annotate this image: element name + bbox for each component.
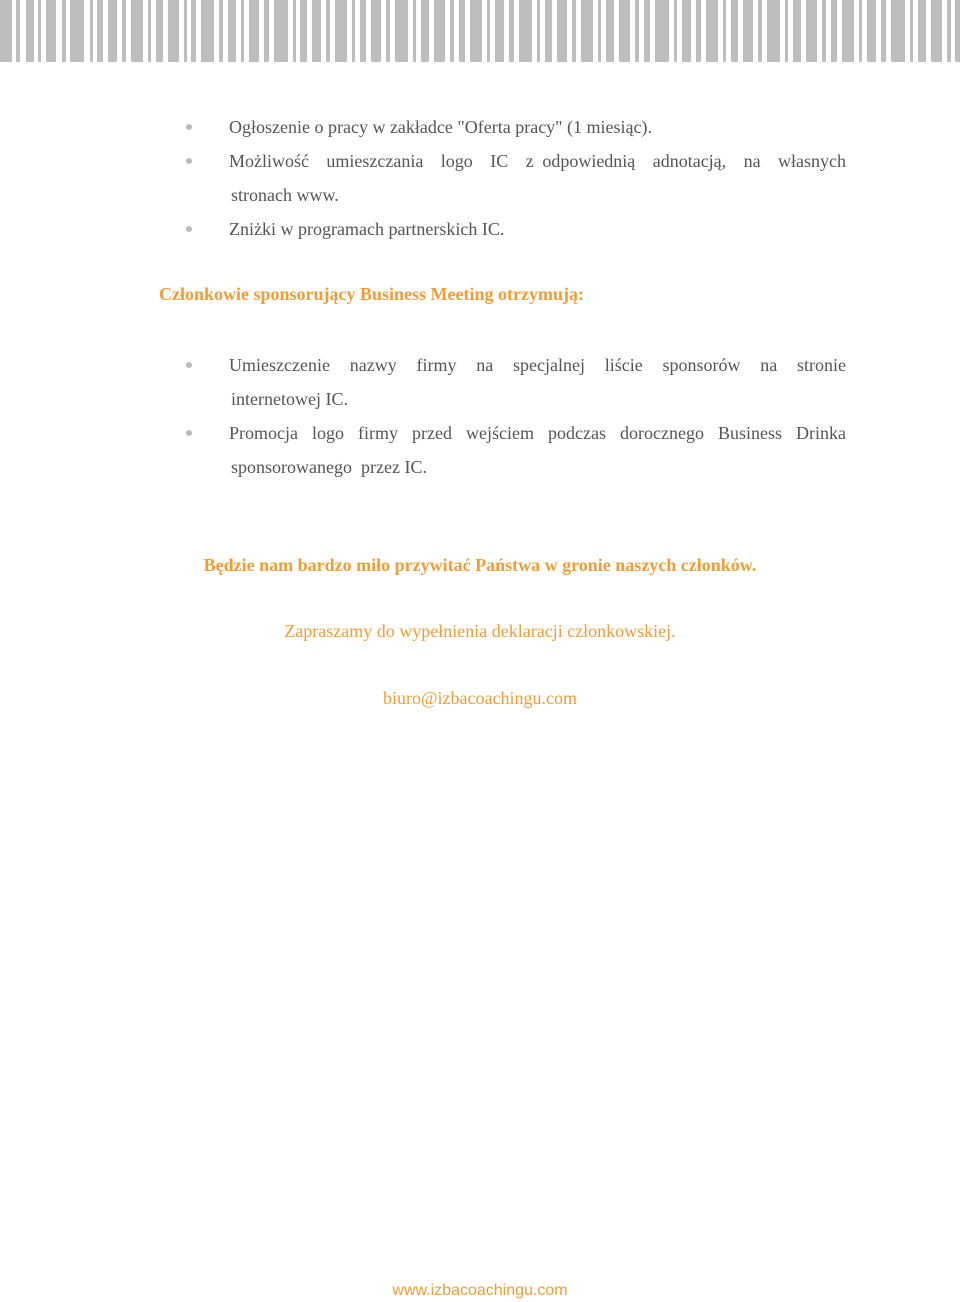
contact-email[interactable]: biuro@izbacoachingu.com bbox=[382, 688, 577, 708]
banner-bar bbox=[156, 0, 163, 62]
banner-bar bbox=[326, 0, 330, 62]
banner-bar bbox=[557, 0, 567, 62]
bullet-icon bbox=[186, 362, 192, 368]
banner-bar bbox=[822, 0, 826, 62]
banner-bar bbox=[228, 0, 236, 62]
banner-bar bbox=[785, 0, 788, 62]
banner-bar bbox=[26, 0, 34, 62]
banner-bar bbox=[16, 0, 20, 62]
banner-bar bbox=[62, 0, 66, 62]
membership-invite: Zapraszamy do wypełnienia deklaracji członkowskiej. bbox=[284, 621, 676, 641]
banner-bar bbox=[413, 0, 416, 62]
list-item-text-line1: Promocja logo firmy przed wejściem podczas dorocznego Business Drinka bbox=[229, 423, 846, 443]
banner-bar bbox=[335, 0, 347, 62]
banner-bar bbox=[731, 0, 738, 62]
list-item bbox=[0, 416, 960, 484]
banner-bar bbox=[743, 0, 753, 62]
banner-bar bbox=[249, 0, 259, 62]
banner-bar bbox=[767, 0, 780, 62]
banner-bar bbox=[90, 0, 93, 62]
banner-bar bbox=[806, 0, 817, 62]
list-item bbox=[0, 348, 960, 416]
banner-bar bbox=[191, 0, 196, 62]
banner-bar bbox=[395, 0, 408, 62]
banner-bar bbox=[831, 0, 837, 62]
banner-bar bbox=[723, 0, 726, 62]
banner-bar bbox=[148, 0, 151, 62]
banner-bar bbox=[264, 0, 269, 62]
banner-bar bbox=[644, 0, 650, 62]
list-item-text-line2: internetowej IC. bbox=[231, 389, 348, 409]
list-item bbox=[0, 212, 960, 246]
banner-bar bbox=[450, 0, 454, 62]
banner-bar bbox=[386, 0, 390, 62]
list-item-text: Zniżki w programach partnerskich IC. bbox=[229, 219, 505, 239]
banner-bar bbox=[201, 0, 214, 62]
banner-bar bbox=[682, 0, 691, 62]
banner-bar bbox=[470, 0, 482, 62]
banner-bar bbox=[122, 0, 126, 62]
banner-bar bbox=[606, 0, 614, 62]
banner-bar bbox=[97, 0, 103, 62]
banner-bar bbox=[793, 0, 801, 62]
banner-bar bbox=[655, 0, 669, 62]
banner-bar bbox=[635, 0, 639, 62]
list-item-text: Ogłoszenie o pracy w zakładce "Oferta pracy" (1 miesiąc). bbox=[229, 117, 652, 137]
banner-bar bbox=[495, 0, 504, 62]
welcome-message: Będzie nam bardzo miło przywitać Państwa w gronie naszych członków. bbox=[203, 555, 757, 575]
list-item bbox=[0, 110, 960, 144]
banner-bar bbox=[674, 0, 677, 62]
bullet-icon bbox=[186, 158, 192, 164]
banner-bar bbox=[947, 0, 951, 62]
banner-bar bbox=[891, 0, 905, 62]
list-item-text-line2: stronach www. bbox=[231, 185, 339, 205]
banner-bar bbox=[572, 0, 576, 62]
banner-bar bbox=[545, 0, 552, 62]
banner-bar bbox=[0, 0, 12, 62]
banner-bar bbox=[509, 0, 514, 62]
banner-bar bbox=[131, 0, 143, 62]
bullet-icon bbox=[186, 124, 192, 130]
banner-bar bbox=[619, 0, 630, 62]
bullet-icon bbox=[186, 430, 192, 436]
banner-bar bbox=[581, 0, 593, 62]
banner-bar bbox=[867, 0, 876, 62]
banner-bar bbox=[696, 0, 701, 62]
banner-bar bbox=[184, 0, 187, 62]
banner-bar bbox=[910, 0, 913, 62]
banner-bar bbox=[487, 0, 490, 62]
banner-bar bbox=[706, 0, 718, 62]
list-item-text-line1: Umieszczenie nazwy firmy na specjalnej liście sponsorów na stronie bbox=[229, 355, 846, 375]
banner-bar bbox=[70, 0, 84, 62]
banner-bar bbox=[859, 0, 862, 62]
banner-bar bbox=[421, 0, 429, 62]
banner-bar bbox=[108, 0, 117, 62]
banner-bar bbox=[352, 0, 355, 62]
banner-bar bbox=[519, 0, 532, 62]
list-item-text-line2: sponsorowanego przez IC. bbox=[231, 457, 427, 477]
banner-bar bbox=[598, 0, 601, 62]
barcode-banner bbox=[0, 0, 960, 62]
banner-bar bbox=[293, 0, 296, 62]
banner-bar bbox=[537, 0, 540, 62]
banner-bar bbox=[46, 0, 56, 62]
list-item-text-line1: Możliwość umieszczania logo IC z odpowiednią adnotacją, na własnych bbox=[229, 151, 846, 171]
banner-bar bbox=[955, 0, 960, 62]
banner-bar bbox=[38, 0, 41, 62]
footer-website[interactable]: www.izbacoachingu.com bbox=[392, 1282, 568, 1299]
banner-bar bbox=[371, 0, 381, 62]
banner-bar bbox=[312, 0, 321, 62]
sponsor-heading: Członkowie sponsorujący Business Meeting otrzymują: bbox=[159, 284, 584, 304]
list-item bbox=[0, 144, 960, 212]
banner-bar bbox=[168, 0, 179, 62]
banner-bar bbox=[274, 0, 288, 62]
banner-bar bbox=[300, 0, 307, 62]
bullet-icon bbox=[186, 226, 192, 232]
banner-bar bbox=[918, 0, 926, 62]
banner-bar bbox=[241, 0, 244, 62]
banner-bar bbox=[758, 0, 762, 62]
banner-bar bbox=[881, 0, 886, 62]
banner-bar bbox=[360, 0, 366, 62]
banner-bar bbox=[219, 0, 223, 62]
banner-bar bbox=[842, 0, 854, 62]
banner-bar bbox=[931, 0, 942, 62]
banner-bar bbox=[434, 0, 445, 62]
banner-bar bbox=[459, 0, 465, 62]
